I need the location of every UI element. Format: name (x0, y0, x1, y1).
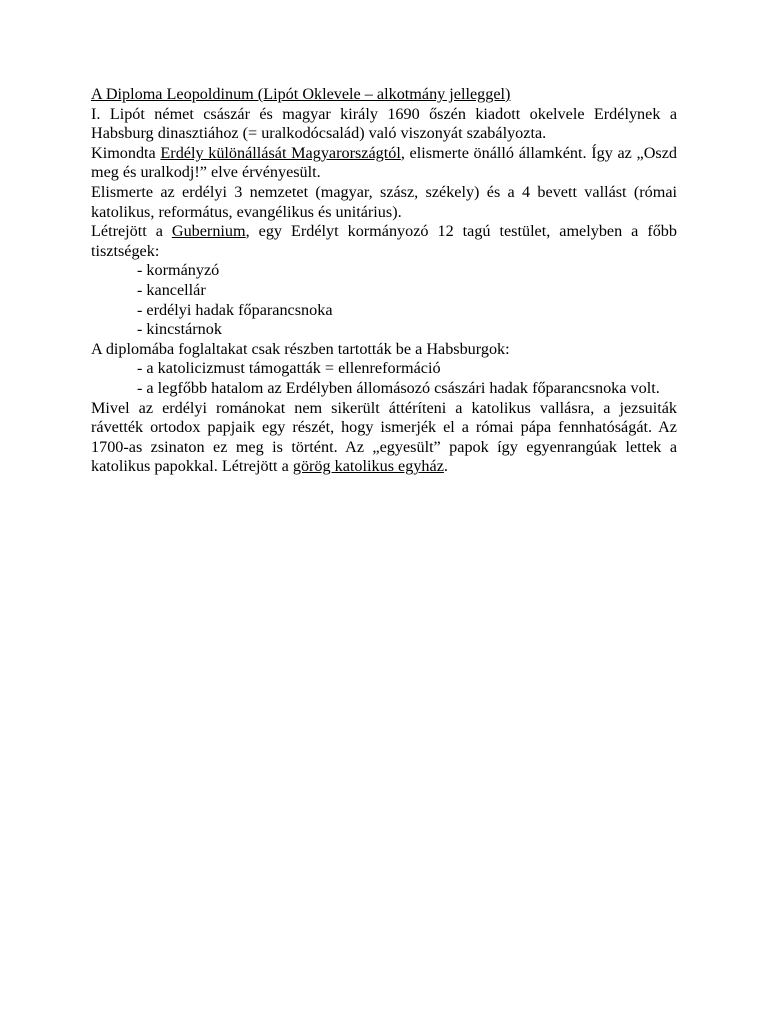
text-segment: . (443, 457, 448, 476)
underlined-term-greek-catholic: görög katolikus egyház (292, 457, 444, 476)
underlined-term-separation: Erdély különállását Magyarországtól (160, 143, 401, 162)
list-item: - a katolicizmust támogatták = ellenreformáció (137, 359, 441, 378)
text-segment: Kimondta (91, 143, 161, 162)
list-item: - kincstárnok (137, 320, 222, 339)
list-item: - erdélyi hadak főparancsnoka (137, 300, 333, 319)
text-segment: Mivel az erdélyi románokat nem sikerült áttéríteni a katolikus vallásra, a jezsuiták rávették ortodox papjaik egy részét, hogy ismerjék el a római pápa fennhatóságát. Az 1700-as zsinaton ez meg is történt. Az „egyesült” papok így egyenrangúak lettek a katolikus papokkal. Létrejött a (91, 398, 677, 476)
list-item: - kormányzó (137, 261, 220, 280)
paragraph-gubernium (91, 222, 677, 261)
notes-list (91, 359, 677, 398)
underlined-term-gubernium: Gubernium (171, 222, 246, 241)
text-segment: Létrejött a (91, 222, 172, 241)
document-page (91, 85, 677, 477)
paragraph-intro: I. Lipót német császár és magyar király 1690 őszén kiadott okelvele Erdélynek a Habsburg dinasztiához (= uralkodócsalád) való viszonyát szabályozta. (91, 104, 677, 143)
text-segment: , elismerte önálló államként. Így az „Oszd meg és uralkodj!” elve érvényesült. (91, 143, 677, 182)
offices-list (91, 261, 677, 339)
list-item: - a legfőbb hatalom az Erdélyben állomásozó császári hadak főparancsnoka volt. (137, 378, 660, 397)
paragraph-separation (91, 144, 677, 183)
paragraph-habsburgs: A diplomába foglaltakat csak részben tartották be a Habsburgok: (91, 339, 510, 358)
paragraph-nations: Elismerte az erdélyi 3 nemzetet (magyar, szász, székely) és a 4 bevett vallást (római katolikus, református, evangélikus és unitárius). (91, 182, 677, 221)
list-item: - kancellár (137, 280, 206, 299)
text-segment: , egy Erdélyt kormányozó 12 tagú testület, amelyben a főbb tisztségek: (91, 222, 677, 260)
document-title: A Diploma Leopoldinum (Lipót Oklevele – alkotmány jelleggel) (91, 85, 511, 103)
paragraph-romanians (91, 399, 677, 477)
